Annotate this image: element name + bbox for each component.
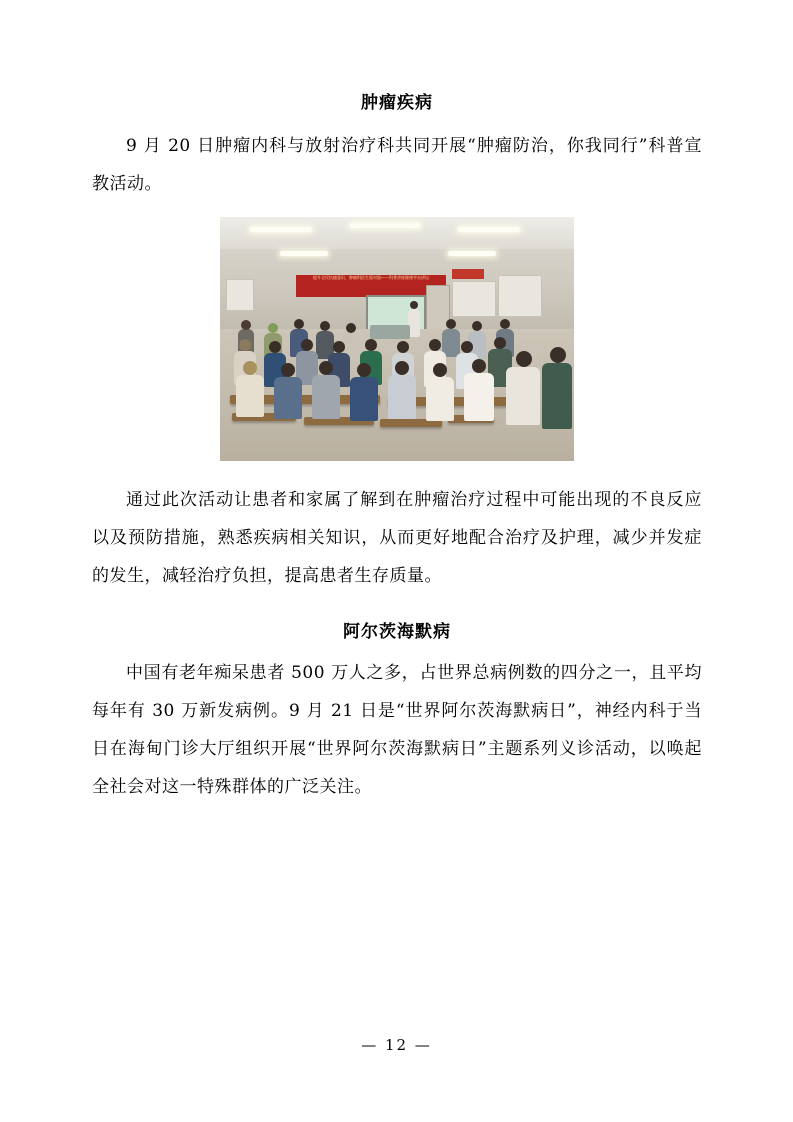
photo-attendee-head [294,319,304,329]
photo-wall-board-far [226,279,254,311]
paragraph-alzheimer: 中国有老年痴呆患者 500 万人之多，占世界总病例数的四分之一，且平均每年有 30 万新发病例。9 月 21 日是“世界阿尔茨海默病日”，神经内科于当日在海甸门诊大厅组织开展“世界阿尔茨海默病日”主题系列义诊活动，以唤起全社会对这一特殊群体的广泛关注。 [92,663,702,797]
section-heading-tumor: 肿瘤疾病 [361,93,433,113]
photo-attendee-head [397,341,409,353]
photo-attendee [388,375,416,419]
photo-attendee-head [243,361,257,375]
photo-attendee-head [395,361,409,375]
photo-attendee-head [472,359,486,373]
photo-attendee-head [301,339,313,351]
paragraph-tumor-summary: 通过此次活动让患者和家属了解到在肿瘤治疗过程中可能出现的不良反应以及预防措施，熟悉疾病相关知识，从而更好地配合治疗及护理，减少并发症的发生，减轻治疗负担，提高患者生存质量。 [92,490,702,586]
photo-ceiling-light [458,227,520,232]
photo-attendee-head [365,339,377,351]
photo-ceiling [220,217,574,249]
photo-attendee-head [429,339,441,351]
page-content [92,88,702,806]
photo-attendee-head [281,363,295,377]
photo-attendee [350,377,378,421]
photo-attendee-head [446,319,456,329]
photo-red-banner [296,275,446,297]
photo-attendee-head [269,341,281,353]
figure-activity-photo [92,217,702,465]
photo-attendee [426,377,454,421]
photo-attendee-head [239,339,251,351]
photo-ceiling-light [448,251,496,256]
photo-presenter-head [410,301,418,309]
photo-table [370,325,410,339]
photo-attendee-head [320,321,330,331]
photo-ceiling-light [350,223,420,228]
photo-attendee-head [472,321,482,331]
photo-attendee-head [550,347,566,363]
photo-attendee-head [461,341,473,353]
photo-attendee-head [494,337,506,349]
photo-attendee-head [433,363,447,377]
photo-attendee [542,363,572,429]
photo-attendee-head [516,351,532,367]
paragraph-tumor-intro: 9 月 20 日肿瘤内科与放射治疗科共同开展“肿瘤防治，你我同行”科普宣教活动。 [92,136,702,194]
photo-attendee-head [346,323,356,333]
photo-attendee [464,373,494,421]
photo-attendee-head [319,361,333,375]
photo-attendee-head [500,319,510,329]
photo-wall-poster-red [452,269,484,279]
photo-banner-text: 提升全民抗癌意识，肿瘤科医生面对面——科普讲座健康平台讲坛 [313,275,429,280]
photo-attendee-head [333,341,345,353]
page-number: — 12 — [361,1036,432,1054]
photo-attendee [506,367,540,425]
photo-attendee-head [241,320,251,330]
photo-wall-board-left [452,281,496,317]
photo-ceiling-light [280,251,328,256]
photo-attendee [312,375,340,419]
photo-wall-board-right [498,275,542,317]
photo-attendee [236,375,264,417]
photo-attendee-head [357,363,371,377]
photo-ceiling-light [250,227,312,232]
photo-attendee-head [268,323,278,333]
activity-photo-image [220,217,574,461]
photo-attendee [274,377,302,419]
section-heading-alzheimer: 阿尔茨海默病 [343,622,451,642]
